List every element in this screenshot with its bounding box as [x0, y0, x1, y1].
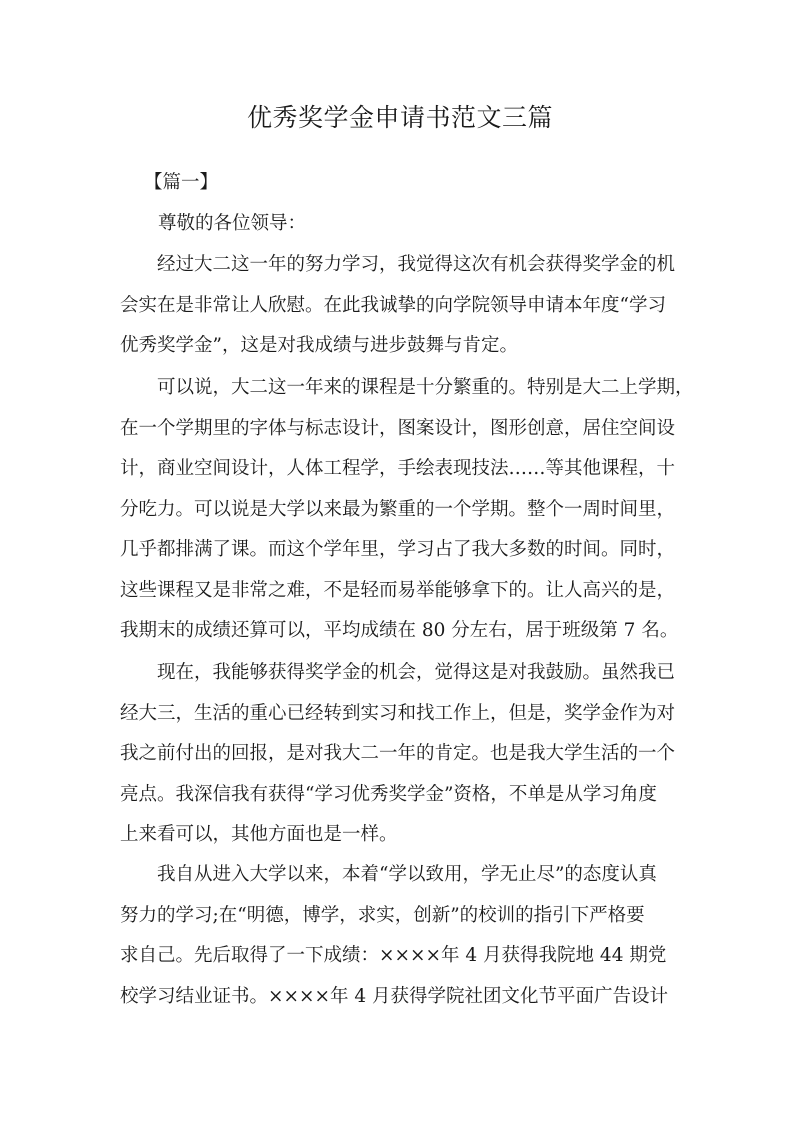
paragraph-2 [120, 368, 694, 652]
salutation: 尊敬的各位领导： [158, 213, 307, 234]
paragraph-3 [120, 653, 682, 856]
paragraph-line: 上来看可以，其他方面也是一样。 [120, 824, 398, 845]
paragraph-line: 亮点。我深信我有获得“学习优秀奖学金”资格，不单是从学习角度 [120, 783, 657, 805]
paragraph-line: 在一个学期里的字体与标志设计，图案设计，图形创意，居住空间设 [120, 417, 676, 439]
paragraph-line: 我期末的成绩还算可以，平均成绩在 80 分左右，居于班级第 7 名。 [120, 620, 679, 641]
document-title: 优秀奖学金申请书范文三篇 [246, 103, 553, 132]
paragraph-line: 几乎都排满了课。而这个学年里，学习占了我大多数的时间。同时， [120, 539, 676, 560]
paragraph-line: 求自己。先后取得了一下成绩：××××年 4 月获得我院地 44 期党 [120, 945, 667, 966]
paragraph-1 [120, 245, 682, 367]
paragraph-4 [120, 855, 682, 1017]
paragraph-line: 我自从进入大学以来，本着“学以致用，学无止尽”的态度认真 [157, 864, 657, 885]
paragraph-line: 优秀奖学金”，这是对我成绩与进步鼓舞与肯定。 [120, 335, 518, 356]
paragraph-line: 分吃力。可以说是大学以来最为繁重的一个学期。整个一周时间里， [120, 498, 676, 520]
paragraph-line: 努力的学习;在“明德，博学，求实，创新”的校训的指引下严格要 [120, 904, 645, 926]
section-label: 【篇一】 [144, 172, 219, 193]
paragraph-line: 校学习结业证书。××××年 4 月获得学院社团文化节平面广告设计 [120, 985, 669, 1007]
paragraph-line: 计，商业空间设计，人体工程学，手绘表现技法……等其他课程，十 [120, 458, 676, 479]
paragraph-line: 可以说，大二这一年来的课程是十分繁重的。特别是大二上学期， [157, 377, 694, 398]
paragraph-line: 我之前付出的回报，是对我大二一年的肯定。也是我大学生活的一个 [120, 743, 676, 764]
paragraph-line: 会实在是非常让人欣慰。在此我诚挚的向学院领导申请本年度“学习 [120, 294, 666, 316]
paragraph-line: 经过大二这一年的努力学习，我觉得这次有机会获得奖学金的机 [157, 254, 676, 275]
paragraph-line: 这些课程又是非常之难，不是轻而易举能够拿下的。让人高兴的是， [120, 579, 676, 601]
paragraph-line: 经大三，生活的重心已经转到实习和找工作上，但是，奖学金作为对 [120, 702, 676, 724]
paragraph-line: 现在，我能够获得奖学金的机会，觉得这是对我鼓励。虽然我已 [157, 662, 676, 683]
